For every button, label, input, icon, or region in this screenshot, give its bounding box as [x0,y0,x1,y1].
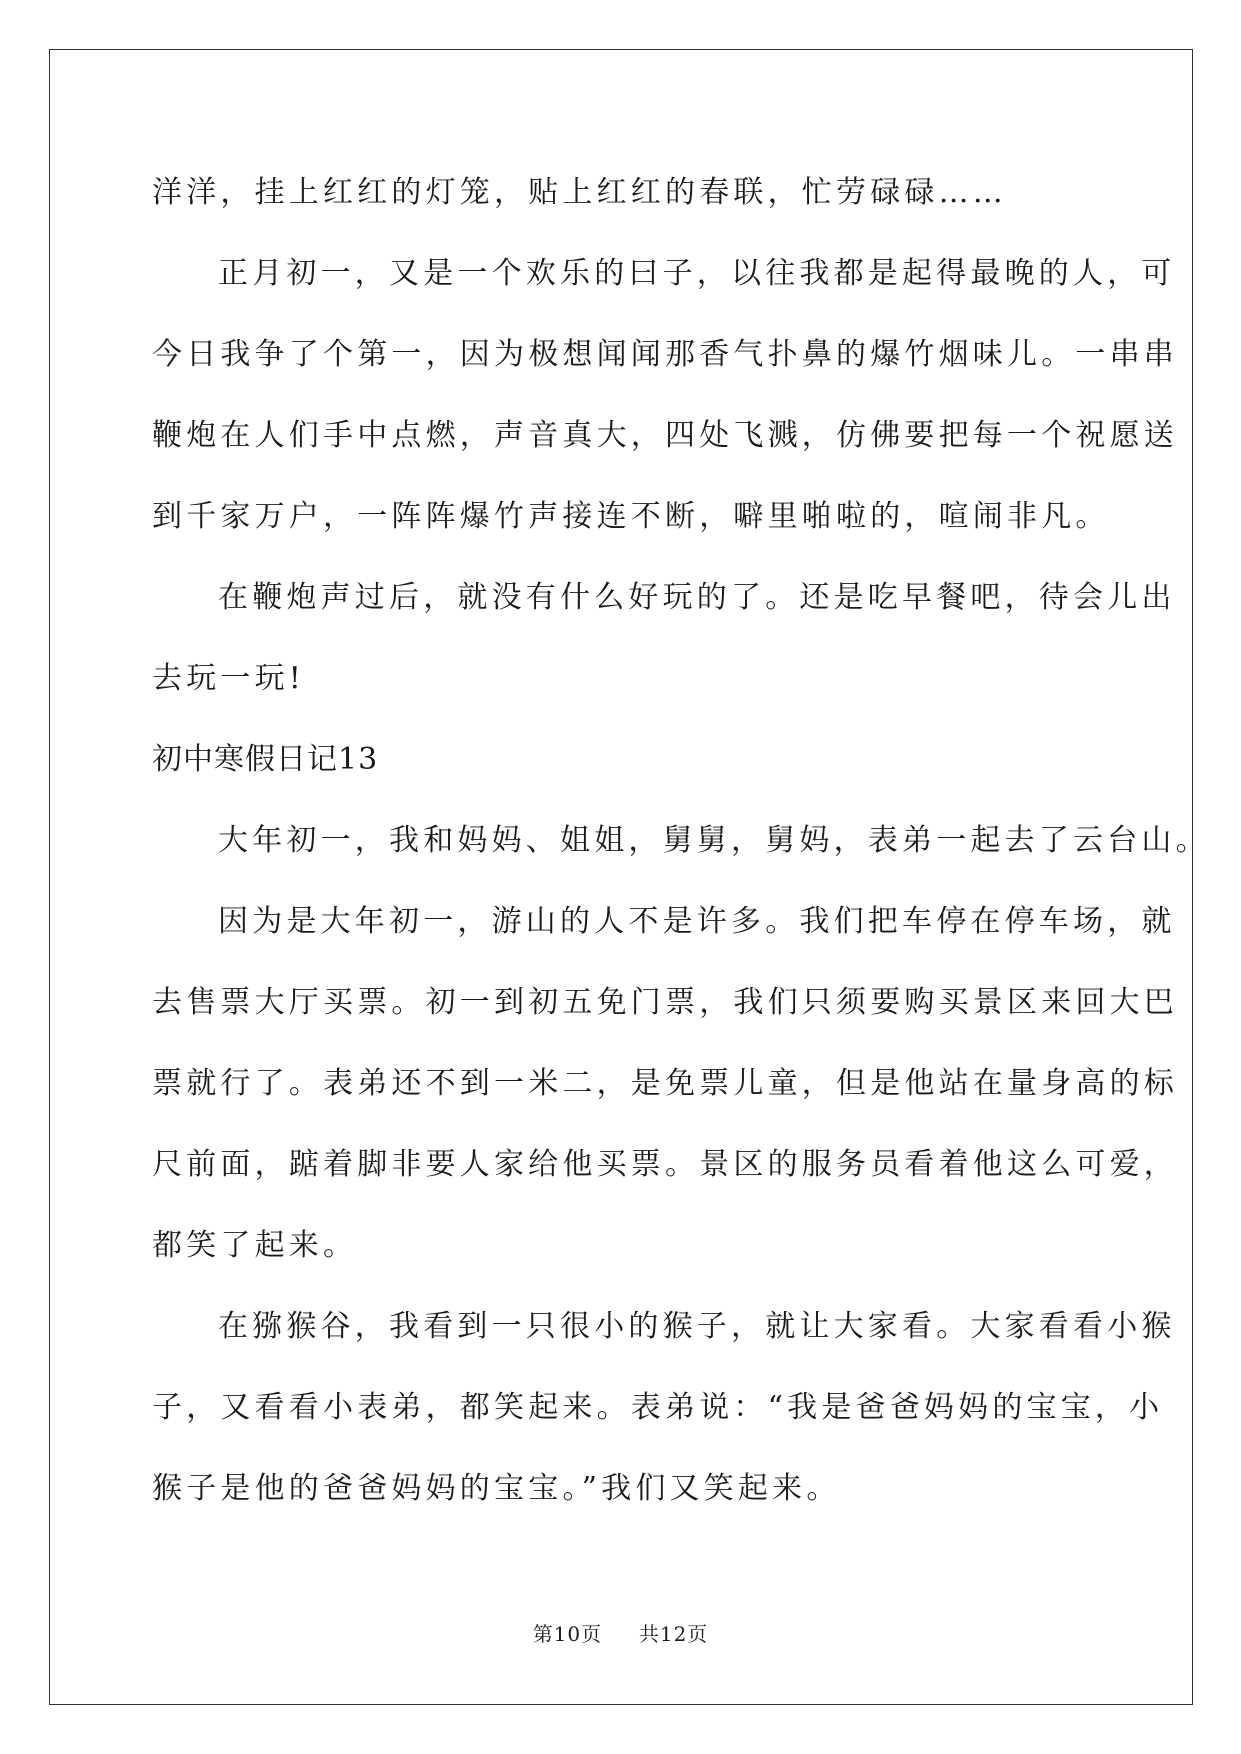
text-line: 票就行了。表弟还不到一米二，是免票儿童，但是他站在量身高的标 [152,1066,1178,1101]
page-number: 第10页 [532,1622,603,1646]
text-line: 去玩一玩! [152,661,306,696]
text-line: 子，又看看小表弟，都笑起来。表弟说：“我是爸爸妈妈的宝宝，小 [152,1390,1164,1425]
text-line: 正月初一，又是一个欢乐的曰子，以往我都是起得最晚的人，可 [218,256,1176,291]
text-line: 在猕猴谷，我看到一只很小的猴子，就让大家看。大家看看小猴 [218,1309,1176,1344]
text-line: 猴子是他的爸爸妈妈的宝宝。”我们又笑起来。 [152,1471,841,1506]
text-line: 到千家万户，一阵阵爆竹声接连不断，噼里啪啦的，喧闹非凡。 [152,499,1110,534]
text-line: 在鞭炮声过后，就没有什么好玩的了。还是吃早餐吧，待会儿出 [218,580,1176,615]
text-line: 尺前面，踮着脚非要人家给他买票。景区的服务员看着他这么可爱， [152,1147,1178,1182]
text-line: 大年初一，我和妈妈、姐姐，舅舅，舅妈，表弟一起去了云台山。 [218,823,1210,858]
total-pages: 共12页 [638,1622,709,1646]
text-line: 因为是大年初一，游山的人不是许多。我们把车停在停车场，就 [218,904,1176,939]
text-line: 洋洋，挂上红红的灯笼，贴上红红的春联，忙劳碌碌…… [152,175,1007,210]
text-line: 鞭炮在人们手中点燃，声音真大，四处飞溅，仿佛要把每一个祝愿送 [152,418,1178,453]
document-body [152,160,1210,1537]
text-line: 今日我争了个第一，因为极想闻闻那香气扑鼻的爆竹烟味儿。一串串 [152,337,1178,372]
section-heading: 初中寒假日记13 [152,742,379,777]
text-line: 去售票大厅买票。初一到初五免门票，我们只须要购买景区来回大巴 [152,985,1178,1020]
page-footer [0,1618,1241,1647]
text-line: 都笑了起来。 [152,1228,358,1263]
